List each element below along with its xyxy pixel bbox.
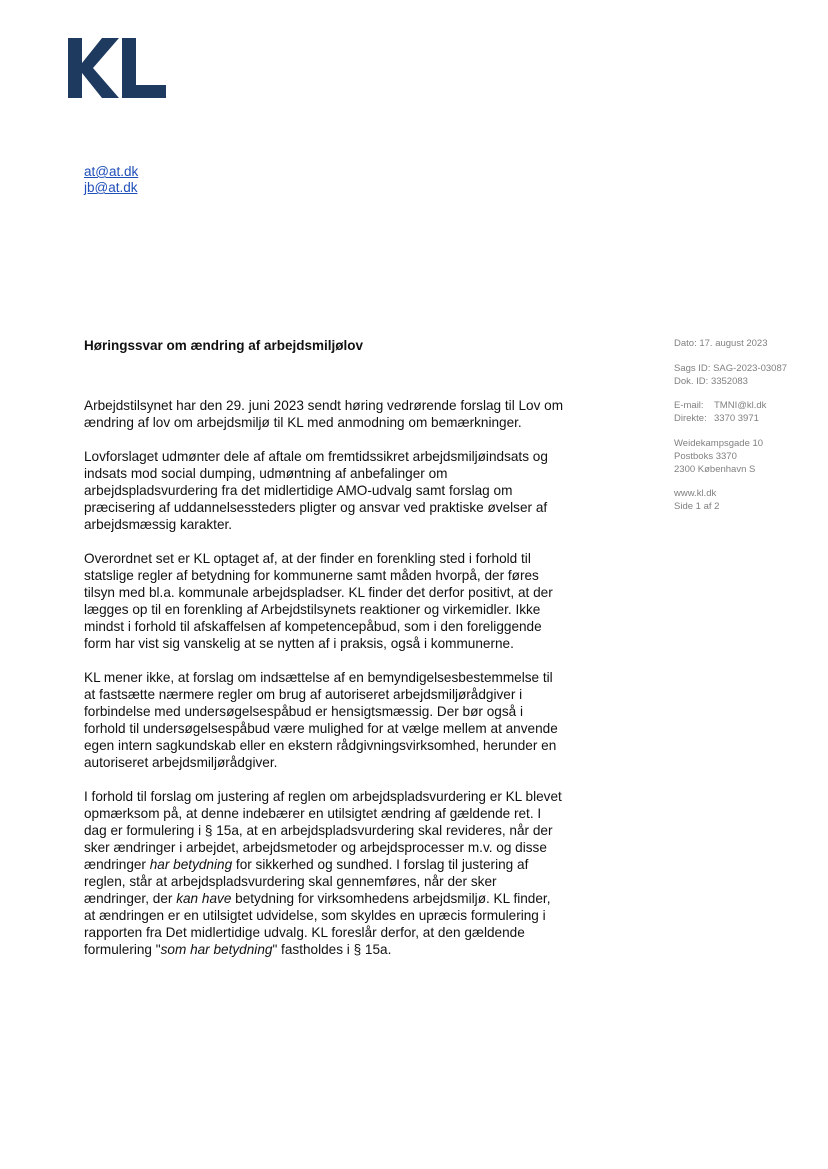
email-label: E-mail:: [674, 400, 704, 412]
address-line: Postboks 3370: [674, 450, 737, 462]
email-value: TMNI@kl.dk: [714, 400, 767, 412]
paragraph: KL mener ikke, at forslag om indsættelse af en bemyndigelsesbestemmelse til at fastsætte nærmere regler om brug af autoriseret arbejdsmiljørådgiver i forbindelse med undersøgelsespåbud er hensigtsmæssig. Der bør også i forhold til undersøgelsespåbud være mulighed for at vælge mellem at anvende egen intern sagkundskab eller en ekstern rådgivningsvirksomhed, herunder en autoriseret arbejdsmiljørådgiver.: [84, 670, 558, 770]
address-line: Weidekampsgade 10: [674, 437, 764, 449]
document-subject: Høringssvar om ændring af arbejdsmiljølov: [84, 338, 364, 353]
sags-id-label: Sags ID:: [674, 362, 711, 374]
recipient-emails: [84, 164, 138, 196]
dok-id-label: Dok. ID:: [674, 375, 709, 387]
emphasis-text: kan have: [176, 891, 232, 906]
sags-id-value: SAG-2023-03087: [713, 362, 788, 374]
kl-logo: [68, 38, 166, 98]
website: www.kl.dk: [674, 488, 717, 500]
letter-body: [84, 397, 564, 975]
direkte-label: Direkte:: [674, 413, 707, 425]
paragraph-text: I forhold til forslag om justering af reglen om arbejdspladsvurdering er KL blevet opmærksom på, at denne indebærer en utilsigtet ændring af gældende ret. I dag er formulering i § 15a, at en arbejdspladsvurdering skal revideres, når der sker ændringer i arbejdet, arbejdsmetoder og arbejdsprocesser m.v. og disse ændringer: [84, 789, 562, 872]
paragraph-text: " fastholdes i § 15a.: [272, 942, 392, 957]
paragraph: [84, 788, 564, 958]
paragraph-text: betydning for virksomhedens arbejdsmiljø. KL finder, at ændringen er en utilsigtet udvidelse, som skyldes en upræcis formulering i rapporten fra Det midlertidige udvalg. KL foreslår derfor, at den gældende formulering ": [84, 891, 551, 957]
paragraph: Lovforslaget udmønter dele af aftale om fremtidssikret arbejdsmiljøindsats og indsats mod social dumping, udmøntning af anbefalinger om arbejdspladsvurdering fra det midlertidige AMO-udvalg samt forslag om præcisering af uddannelsessteders pligter og ansvar ved praktiske øvelser af arbejdsmæssig karakter.: [84, 449, 548, 532]
paragraph: Arbejdstilsynet har den 29. juni 2023 sendt høring vedrørende forslag til Lov om ændring af lov om arbejdsmiljø til KL med anmodning om bemærkninger.: [84, 398, 564, 430]
email-link-2[interactable]: jb@at.dk: [84, 180, 138, 195]
address-line: 2300 København S: [674, 463, 756, 475]
page-number: Side 1 af 2: [674, 501, 720, 513]
direkte-value: 3370 3971: [714, 413, 759, 425]
date-value: 17. august 2023: [699, 338, 768, 349]
sender-info-sidebar: [674, 338, 824, 526]
emphasis-text: som har betydning: [160, 942, 273, 957]
date-label: Dato:: [674, 338, 697, 349]
paragraph: Overordnet set er KL optaget af, at der finder en forenkling sted i forhold til statslige regler af betydning for kommunerne samt måden hvorpå, der føres tilsyn med bl.a. kommunale arbejdspladser. KL finder det derfor positivt, at der lægges op til en forenkling af Arbejdstilsynets reaktioner og virkemidler. Ikke mindst i forhold til afskaffelsen af kompetencepåbud, som i den foreliggende form har vist sig vanskelig at se nytten af i praksis, også i kommunerne.: [84, 551, 553, 651]
paragraph-text: for sikkerhed og sundhed. I forslag til justering af reglen, står at arbejdspladsvurdering skal gennemføres, når der sker ændringer, der: [84, 857, 529, 906]
dok-id-value: 3352083: [710, 375, 748, 387]
emphasis-text: har betydning: [149, 857, 233, 872]
email-link-1[interactable]: at@at.dk: [84, 164, 139, 179]
